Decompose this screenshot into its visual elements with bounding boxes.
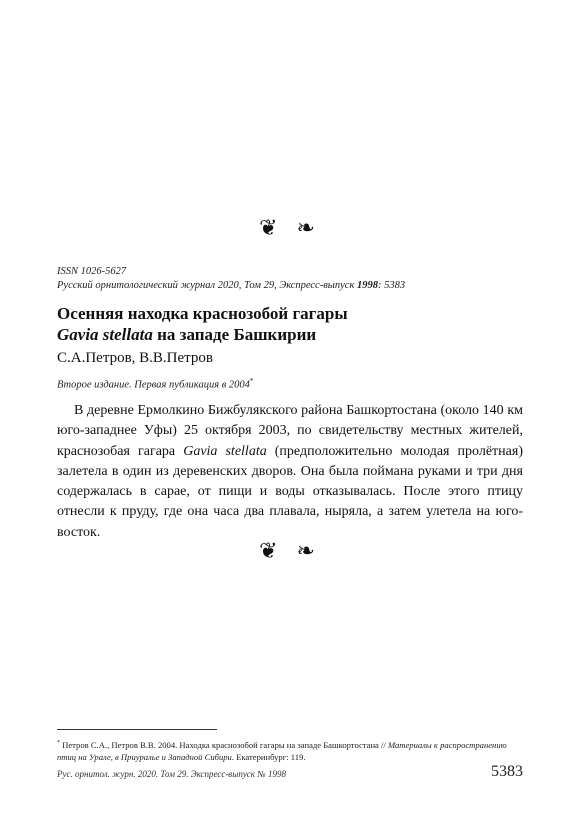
authors: С.А.Петров, В.В.Петров	[57, 350, 213, 366]
footnote-mark[interactable]: *	[249, 377, 254, 385]
footnote-divider	[57, 729, 217, 730]
journal-prefix: Русский орнитологический журнал 2020, Том 29, Экспресс-выпуск	[57, 280, 357, 291]
body-part-1: В деревне Ермолкино Бижбулякского района Башкортостана (около 140 км юго-западнее Уфы) 25 октября 2003, по свидетельству местных жителей, краснозобая гагара	[57, 403, 523, 459]
footnote-text: Петров С.А., Петров В.В. 2004. Находка краснозобой гагары на западе Башкортостана //	[60, 739, 388, 750]
footnote-source-title: Материалы к распространению птиц на Урале, в Приуралье и Западной Сибири	[57, 739, 507, 763]
edition-note	[57, 377, 253, 391]
issn-line: ISSN 1026-5627	[57, 266, 127, 277]
ornament-divider-bottom: ❦ ❧	[259, 539, 321, 564]
article-title	[57, 303, 527, 345]
footnote	[57, 737, 523, 764]
body-latin-name: Gavia stellata	[183, 443, 267, 459]
page-range: : 5383	[378, 280, 406, 291]
title-line-1: Осенняя находка краснозобой гагары	[57, 304, 348, 323]
body-part-2: (предположительно молодая пролётная) залетела в один из деревенских дворов. Она была поймана руками и три дня содержалась в сарае, от пищи и воды отказывалась. После этого птицу отнесли к пруду, где она часа два плавала, ныряла, а затем улетела на юго-восток.	[57, 443, 523, 540]
edition-note-text: Второе издание. Первая публикация в 2004	[57, 379, 250, 391]
footer-citation: Рус. орнитол. журн. 2020. Том 29. Экспресс-выпуск № 1998	[57, 769, 286, 779]
title-latin-name: Gavia stellata	[57, 325, 153, 344]
article-body	[57, 401, 523, 543]
issue-number: 1998	[357, 280, 378, 291]
title-line-2	[57, 324, 527, 345]
footnote-text-end: . Екатеринбург: 119.	[231, 752, 306, 763]
title-line-2-rest: на западе Башкирии	[152, 325, 317, 344]
journal-line	[57, 280, 405, 291]
page-number: 5383	[491, 763, 523, 780]
footnote-number: *	[57, 740, 60, 746]
ornament-divider-top: ❦ ❧	[259, 216, 321, 241]
